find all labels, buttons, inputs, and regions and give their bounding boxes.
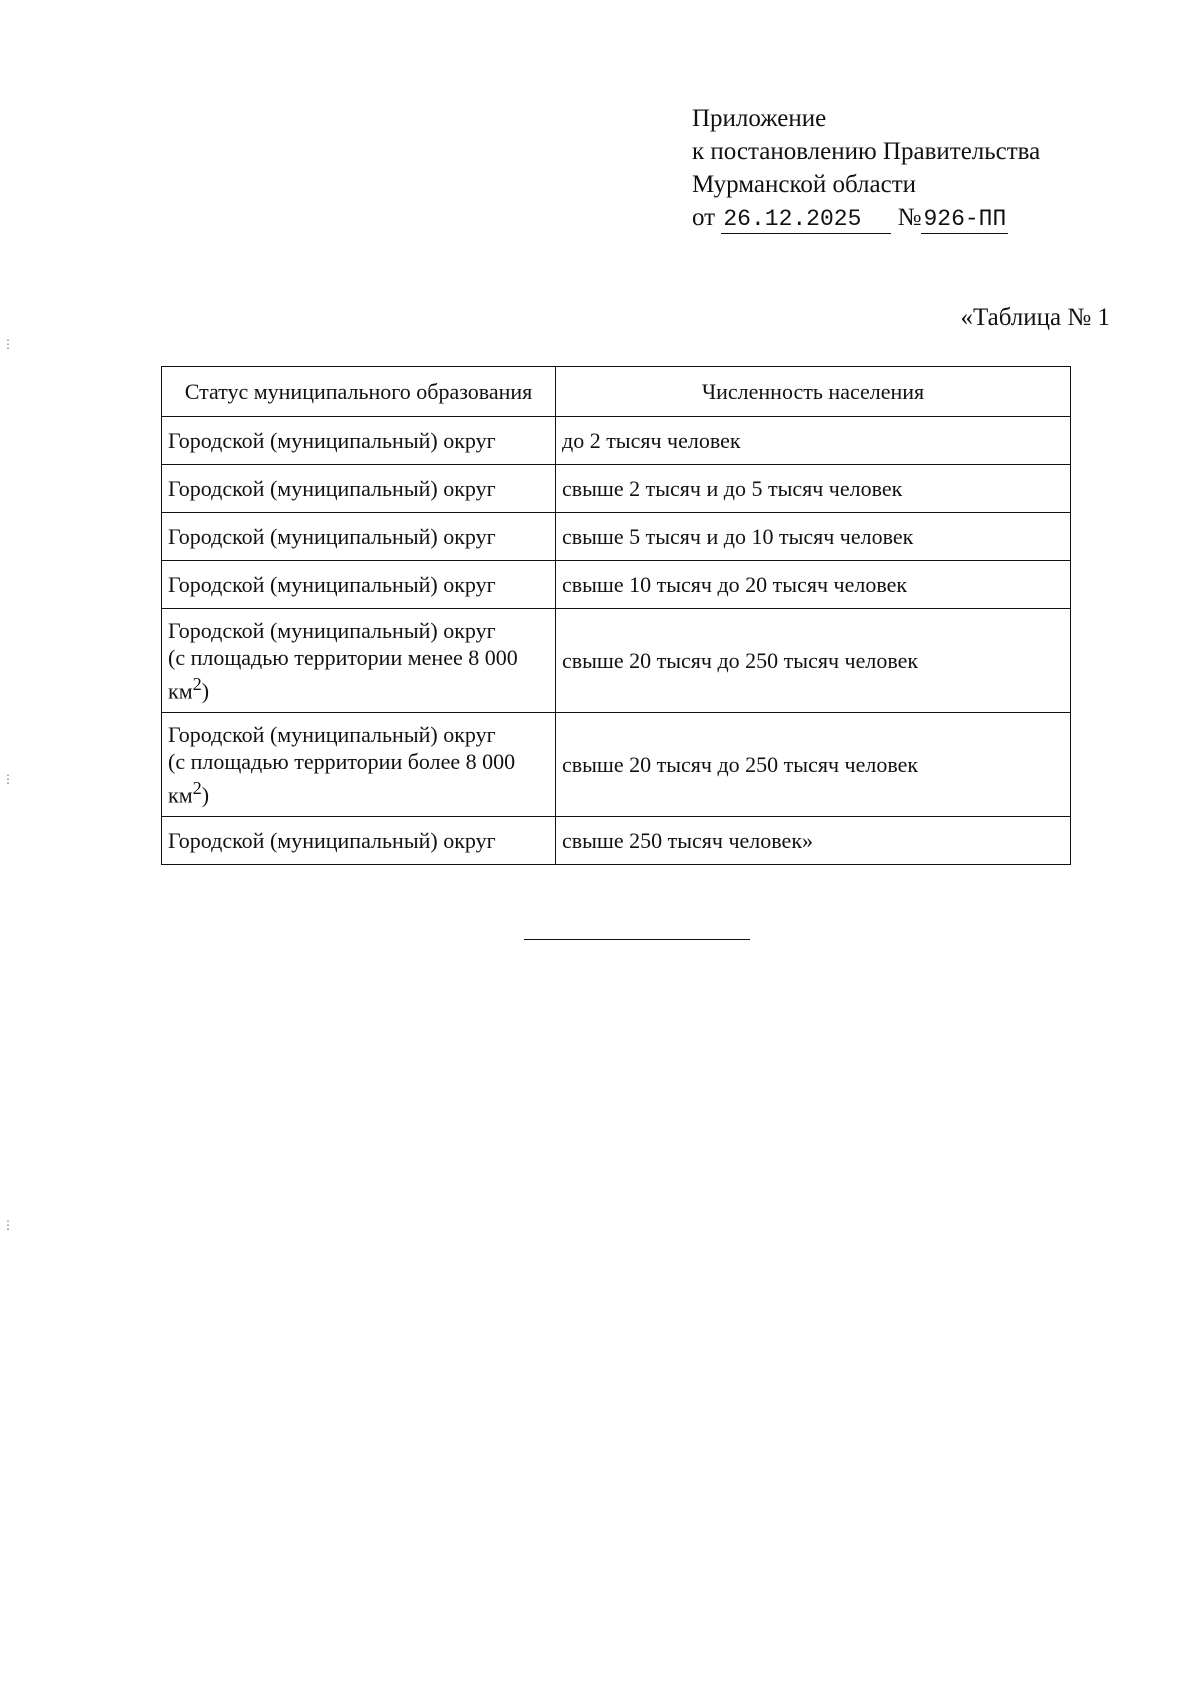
area-unit-exponent: 2 [192, 673, 202, 694]
scan-artifact: ⋮ [2, 772, 14, 786]
table-row [162, 609, 1071, 713]
table-row [162, 513, 1071, 561]
table-header-row [162, 367, 1071, 417]
status-text: Городской (муниципальный) округ [168, 617, 496, 643]
area-note-close: ) [201, 678, 210, 704]
status-cell: Городской (муниципальный) округ [162, 817, 556, 865]
header-date-number-line [692, 201, 1040, 234]
status-text: Городской (муниципальный) округ [168, 721, 496, 747]
status-cell [162, 713, 556, 817]
status-cell: Городской (муниципальный) округ [162, 513, 556, 561]
header-population: Численность населения [556, 367, 1071, 417]
population-cell: свыше 20 тысяч до 250 тысяч человек [556, 609, 1071, 713]
header-status: Статус муниципального образования [162, 367, 556, 417]
header-appendix-label: Приложение [692, 105, 827, 132]
table-caption: «Таблица № 1 [960, 304, 1110, 331]
area-unit: км [168, 678, 193, 704]
table-row [162, 561, 1071, 609]
table-row [162, 465, 1071, 513]
approval-header [692, 102, 1040, 234]
population-cell: свыше 5 тысяч и до 10 тысяч человек [556, 513, 1071, 561]
population-cell: свыше 250 тысяч человек» [556, 817, 1071, 865]
status-cell: Городской (муниципальный) округ [162, 417, 556, 465]
population-table [161, 366, 1071, 865]
status-cell: Городской (муниципальный) округ [162, 465, 556, 513]
status-cell: Городской (муниципальный) округ [162, 561, 556, 609]
scan-artifact: ⋮ [2, 337, 14, 351]
status-area-unit-line [168, 671, 549, 704]
closing-divider [524, 939, 750, 940]
scan-artifact: ⋮ [2, 1218, 14, 1232]
status-cell [162, 609, 556, 713]
date-prefix: от [692, 204, 716, 231]
population-cell: свыше 2 тысяч и до 5 тысяч человек [556, 465, 1071, 513]
population-cell: свыше 20 тысяч до 250 тысяч человек [556, 713, 1071, 817]
population-cell: до 2 тысяч человек [556, 417, 1071, 465]
area-unit-exponent: 2 [192, 777, 202, 798]
area-note-close: ) [201, 782, 210, 808]
table-row [162, 417, 1071, 465]
header-region-label: Мурманской области [692, 171, 917, 198]
document-number: 926-ПП [923, 206, 1007, 232]
document-date: 26.12.2025 [721, 205, 891, 234]
number-prefix: № [897, 204, 922, 231]
header-resolution-label: к постановлению Правительства [692, 138, 1041, 165]
status-area-note: (с площадью территории более 8 000 [168, 748, 516, 774]
table-row [162, 817, 1071, 865]
area-unit: км [168, 782, 193, 808]
status-area-note: (с площадью территории менее 8 000 [168, 644, 518, 670]
table-row [162, 713, 1071, 817]
population-cell: свыше 10 тысяч до 20 тысяч человек [556, 561, 1071, 609]
status-area-unit-line [168, 775, 549, 808]
